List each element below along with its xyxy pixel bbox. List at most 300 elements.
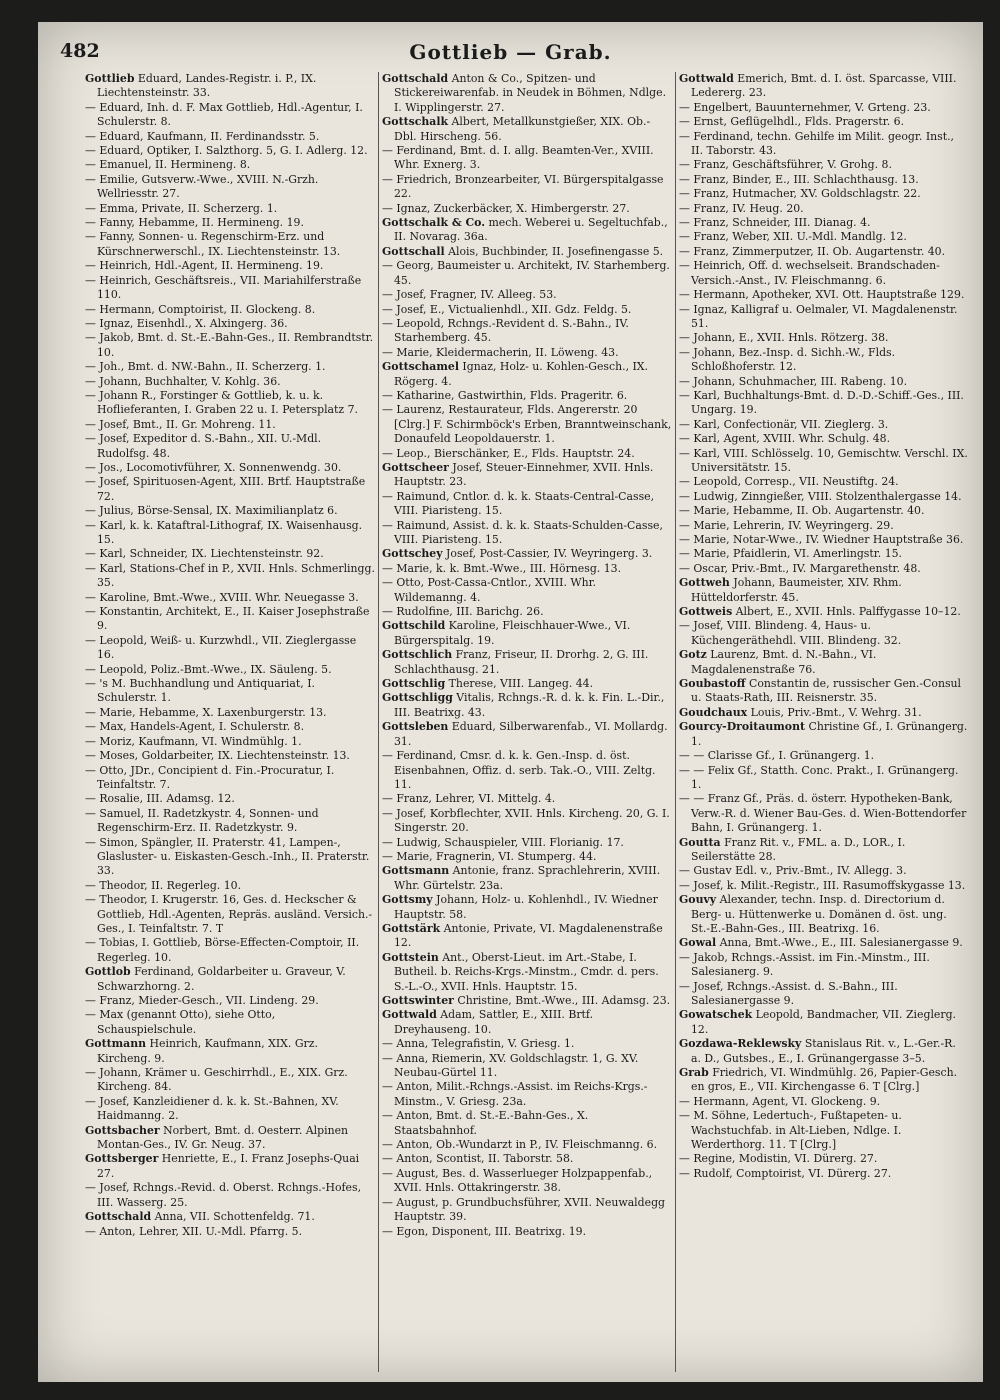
directory-entry bbox=[382, 259, 672, 288]
directory-entry bbox=[679, 1109, 969, 1152]
directory-entry bbox=[85, 720, 375, 734]
directory-entry bbox=[382, 836, 672, 850]
directory-entry bbox=[679, 346, 969, 375]
directory-entry-surname bbox=[382, 461, 672, 490]
directory-entry bbox=[85, 706, 375, 720]
directory-entry bbox=[679, 288, 969, 302]
directory-entry bbox=[679, 245, 969, 259]
directory-entry bbox=[679, 547, 969, 561]
directory-page bbox=[38, 22, 983, 1382]
column-divider bbox=[378, 72, 379, 1372]
entry-surname: Gottsbacher bbox=[85, 1123, 160, 1137]
directory-entry bbox=[85, 677, 375, 706]
entry-text: — Anton, Milit.-Rchngs.-Assist. im Reichs-Krgs.-Minstm., V. Griesg. 23a. bbox=[382, 1080, 648, 1108]
entry-text: — Franz, Zimmerputzer, II. Ob. Augartenstr. 40. bbox=[679, 244, 946, 258]
directory-entry bbox=[679, 187, 969, 201]
directory-entry-surname bbox=[382, 691, 672, 720]
entry-text: — Ferdinand, Cmsr. d. k. k. Gen.-Insp. d. öst. Eisenbahnen, Offiz. d. serb. Tak.-O., VIII. Zeltg. 11. bbox=[382, 749, 656, 791]
entry-text: — Jos., Locomotivführer, X. Sonnenwendg. 30. bbox=[85, 460, 342, 474]
directory-entry bbox=[85, 519, 375, 548]
entry-text: — Johann, E., XVII. Hnls. Rötzerg. 38. bbox=[679, 331, 889, 345]
directory-entry bbox=[85, 303, 375, 317]
directory-entry-surname bbox=[679, 576, 969, 605]
entry-text: — Rudolfine, III. Barichg. 26. bbox=[382, 605, 544, 619]
directory-entry bbox=[679, 879, 969, 893]
entry-text: — Karl, Schneider, IX. Liechtensteinstr. 92. bbox=[85, 547, 324, 561]
entry-text: Eduard, Landes-Registr. i. P., IX. Liechtensteinstr. 33. bbox=[97, 72, 317, 100]
directory-entry bbox=[679, 864, 969, 878]
entry-text: — Josef, Kanzleidiener d. k. k. St.-Bahnen, XV. Haidmanng. 2. bbox=[85, 1094, 339, 1123]
directory-entry-surname bbox=[382, 893, 672, 922]
directory-entry bbox=[679, 519, 969, 533]
entry-text: — Karl, Agent, XVIII. Whr. Schulg. 48. bbox=[679, 432, 891, 446]
directory-entry bbox=[679, 230, 969, 244]
page-header bbox=[38, 40, 983, 70]
entry-text: — Hermann, Comptoirist, II. Glockeng. 8. bbox=[85, 302, 316, 316]
directory-entry-surname bbox=[382, 547, 672, 561]
entry-text: — Emilie, Gutsverw.-Wwe., XVIII. N.-Grzh. Wellriesstr. 27. bbox=[85, 172, 319, 201]
entry-text: — Otto, Post-Cassa-Cntlor., XVIII. Whr. Wildemanng. 4. bbox=[382, 576, 597, 604]
directory-entry bbox=[85, 331, 375, 360]
entry-text: Albert, Metallkunstgießer, XIX. Ob.-Dbl. Hirscheng. 56. bbox=[394, 115, 651, 143]
entry-text: — Joh., Bmt. d. NW.-Bahn., II. Scherzerg. 1. bbox=[85, 360, 326, 374]
entry-text: — Josef, Spirituosen-Agent, XIII. Brtf. Hauptstraße 72. bbox=[85, 475, 366, 503]
entry-text: Heinrich, Kaufmann, XIX. Grz. Kircheng. 9. bbox=[97, 1037, 318, 1065]
directory-entry bbox=[85, 317, 375, 331]
entry-text: — Johann, Buchhalter, V. Kohlg. 36. bbox=[85, 374, 281, 388]
directory-entry bbox=[679, 951, 969, 980]
running-head: Gottlieb — Grab. bbox=[409, 40, 612, 64]
entry-text: — Leop., Bierschänker, E., Flds. Hauptstr. 24. bbox=[382, 446, 635, 460]
directory-entry bbox=[382, 173, 672, 202]
entry-surname: Gottwald bbox=[679, 72, 734, 85]
entry-text: — Max, Handels-Agent, I. Schulerstr. 8. bbox=[85, 720, 305, 734]
entry-text: — Anton, Ob.-Wundarzt in P., IV. Fleischmanng. 6. bbox=[382, 1138, 658, 1152]
directory-entry bbox=[85, 1066, 375, 1095]
directory-entry bbox=[85, 936, 375, 965]
directory-entry-surname bbox=[679, 72, 969, 101]
directory-entry bbox=[679, 216, 969, 230]
directory-entry bbox=[382, 1080, 672, 1109]
directory-entry-surname bbox=[382, 720, 672, 749]
directory-entry bbox=[679, 1095, 969, 1109]
directory-entry bbox=[382, 792, 672, 806]
directory-entry bbox=[679, 792, 969, 835]
entry-text: — Franz, IV. Heug. 20. bbox=[679, 201, 804, 215]
entry-surname: Gottweis bbox=[679, 605, 733, 619]
entry-text: — Heinrich, Geschäftsreis., VII. Mariahilferstraße 110. bbox=[85, 273, 362, 302]
entry-surname: Gowatschek bbox=[679, 1008, 753, 1022]
entry-text: — Oscar, Priv.-Bmt., IV. Margarethenstr. 48. bbox=[679, 561, 921, 575]
directory-entry bbox=[679, 562, 969, 576]
entry-text: — Josef, Rchngs.-Revid. d. Oberst. Rchngs.-Hofes, III. Wasserg. 25. bbox=[85, 1181, 362, 1209]
directory-entry bbox=[85, 101, 375, 130]
entry-text: Christine Gf., I. Grünangerg. 1. bbox=[691, 720, 968, 748]
directory-entry bbox=[679, 475, 969, 489]
entry-surname: Gottsberger bbox=[85, 1152, 159, 1166]
entry-text: — Karl, Stations-Chef in P., XVII. Hnls. Schmerlingg. 35. bbox=[85, 561, 375, 590]
directory-entry-surname bbox=[679, 605, 969, 619]
directory-entry bbox=[679, 259, 969, 288]
directory-entry bbox=[85, 879, 375, 893]
entry-text: — Ernst, Geflügelhdl., Flds. Pragerstr. 6. bbox=[679, 115, 905, 129]
entry-text: — August, Bes. d. Wasserlueger Holzpappenfab., XVII. Hnls. Ottakringerstr. 38. bbox=[382, 1166, 653, 1195]
entry-surname: Gotz bbox=[679, 648, 707, 662]
entry-surname: Goutta bbox=[679, 835, 721, 849]
entry-text: — Gustav Edl. v., Priv.-Bmt., IV. Allegg. 3. bbox=[679, 864, 907, 878]
entry-surname: Gottschild bbox=[382, 619, 446, 633]
directory-entry bbox=[85, 634, 375, 663]
directory-entry bbox=[85, 807, 375, 836]
entry-surname: Gottschalk bbox=[382, 115, 449, 129]
entry-surname: Gottschamel bbox=[382, 360, 459, 374]
entry-text: Eduard, Silberwarenfab., VI. Mollardg. 31. bbox=[394, 720, 668, 748]
directory-entry-surname bbox=[382, 994, 672, 1008]
entry-text: — Karl, Buchhaltungs-Bmt. d. D.-D.-Schiff.-Ges., III. Ungarg. 19. bbox=[679, 388, 964, 417]
directory-entry bbox=[85, 994, 375, 1008]
directory-entry bbox=[85, 173, 375, 202]
directory-entry bbox=[382, 1167, 672, 1196]
entry-text: Louis, Priv.-Bmt., V. Wehrg. 31. bbox=[750, 705, 922, 719]
directory-entry bbox=[382, 749, 672, 792]
entry-text: — — Clarisse Gf., I. Grünangerg. 1. bbox=[679, 749, 875, 763]
entry-text: — Laurenz, Restaurateur, Flds. Angererstr. 20 [Clrg.] F. Schirmböck's Erben, Branntweinschank, Donaufeld Leopoldauerstr. 1. bbox=[382, 403, 672, 446]
entry-surname: Gottstärk bbox=[382, 921, 441, 935]
entry-text: — Marie, Hebamme, X. Laxenburgerstr. 13. bbox=[85, 705, 327, 719]
entry-text: — 's M. Buchhandlung und Antiquariat, I. Schulerstr. 1. bbox=[85, 677, 315, 705]
directory-entry bbox=[679, 418, 969, 432]
entry-text: — Leopold, Corresp., VII. Neustiftg. 24. bbox=[679, 475, 899, 489]
entry-text: — Leopold, Rchngs.-Revident d. S.-Bahn., IV. Starhemberg. 45. bbox=[382, 316, 629, 345]
directory-entry bbox=[382, 1152, 672, 1166]
entry-text: — Raimund, Cntlor. d. k. k. Staats-Central-Casse, VIII. Piaristeng. 15. bbox=[382, 489, 655, 518]
entry-text: — Anna, Telegrafistin, V. Griesg. 1. bbox=[382, 1037, 575, 1051]
directory-entry bbox=[382, 562, 672, 576]
entry-text: — Samuel, II. Radetzkystr. 4, Sonnen- und Regenschirm-Erz. II. Radetzkystr. 9. bbox=[85, 806, 319, 835]
entry-text: — Ignaz, Kalligraf u. Oelmaler, VI. Magdalenenstr. 51. bbox=[679, 302, 958, 330]
entry-text: — Simon, Spängler, II. Praterstr. 41, Lampen-, Glasluster- u. Eiskasten-Gesch.-Inh., II. Praterstr. 33. bbox=[85, 835, 370, 878]
entry-text: — Eduard, Kaufmann, II. Ferdinandsstr. 5. bbox=[85, 129, 320, 143]
entry-text: — Marie, Fragnerin, VI. Stumperg. 44. bbox=[382, 849, 597, 863]
entry-text: — Georg, Baumeister u. Architekt, IV. Starhemberg. 45. bbox=[382, 259, 670, 287]
entry-text: — Rosalie, III. Adamsg. 12. bbox=[85, 792, 235, 806]
directory-entry bbox=[679, 749, 969, 763]
entry-surname: Gozdawa-Reklewsky bbox=[679, 1037, 802, 1051]
directory-entry bbox=[679, 490, 969, 504]
entry-text: Alexander, techn. Insp. d. Directorium d. Berg- u. Hüttenwerke u. Domänen d. öst. ung. St.-E.-Bahn-Ges., III. Beatrixg. 16. bbox=[691, 893, 947, 935]
directory-entry-surname bbox=[382, 922, 672, 951]
directory-entry bbox=[85, 230, 375, 259]
entry-text: — Anton, Bmt. d. St.-E.-Bahn-Ges., X. Staatsbahnhof. bbox=[382, 1109, 589, 1137]
directory-entry bbox=[679, 115, 969, 129]
directory-entry bbox=[679, 619, 969, 648]
directory-entry bbox=[85, 461, 375, 475]
entry-text: — Leopold, Weiß- u. Kurzwhdl., VII. Zieglergasse 16. bbox=[85, 633, 357, 662]
entry-text: — Franz, Hutmacher, XV. Goldschlagstr. 22. bbox=[679, 187, 921, 201]
entry-text: — Heinrich, Off. d. wechselseit. Brandschaden-Versich.-Anst., IV. Fleischmanng. 6. bbox=[679, 259, 940, 287]
column-3 bbox=[679, 72, 971, 1372]
directory-entry-surname bbox=[382, 72, 672, 115]
entry-text: — Marie, Kleidermacherin, II. Löweng. 43. bbox=[382, 345, 619, 359]
entry-text: — Anton, Lehrer, XII. U.-Mdl. Pfarrg. 5. bbox=[85, 1224, 303, 1238]
entry-text: — August, p. Grundbuchsführer, XVII. Neuwaldegg Hauptstr. 39. bbox=[382, 1195, 666, 1224]
directory-entry bbox=[679, 1152, 969, 1166]
directory-entry bbox=[85, 792, 375, 806]
entry-text: — Franz, Mieder-Gesch., VII. Lindeng. 29. bbox=[85, 994, 319, 1007]
entry-text: — Johann, Bez.-Insp. d. Sichh.-W., Flds. Schloßhoferstr. 12. bbox=[679, 345, 896, 374]
entry-text: Antonie, Private, VI. Magdalenenstraße 12. bbox=[394, 921, 663, 950]
entry-text: — Franz, Weber, XII. U.-Mdl. Mandlg. 12. bbox=[679, 230, 907, 244]
entry-text: Ant., Oberst-Lieut. im Art.-Stabe, I. Butheil. b. Reichs-Krgs.-Minstm., Cmdr. d. pers. S.-L.-O., XVII. Hnls. Hauptstr. 15. bbox=[394, 950, 659, 993]
directory-entry bbox=[85, 764, 375, 793]
entry-text: — Rudolf, Comptoirist, VI. Dürerg. 27. bbox=[679, 1166, 892, 1180]
directory-entry bbox=[85, 1225, 375, 1239]
directory-entry-surname bbox=[679, 720, 969, 749]
entry-text: — Hermann, Agent, VI. Glockeng. 9. bbox=[679, 1094, 881, 1108]
entry-text: — Egon, Disponent, III. Beatrixg. 19. bbox=[382, 1224, 587, 1238]
entry-text: Christine, Bmt.-Wwe., III. Adamsg. 23. bbox=[457, 994, 671, 1007]
directory-entry bbox=[85, 893, 375, 936]
directory-entry bbox=[679, 764, 969, 793]
entry-text: — Marie, Pfaidlerin, VI. Amerlingstr. 15. bbox=[679, 547, 903, 561]
entry-text: — Marie, Lehrerin, IV. Weyringerg. 29. bbox=[679, 518, 894, 532]
entry-surname: Gouvy bbox=[679, 893, 717, 907]
entry-surname: Gottmann bbox=[85, 1037, 147, 1051]
entry-text: Josef, Post-Cassier, IV. Weyringerg. 3. bbox=[446, 547, 653, 561]
directory-entry bbox=[85, 259, 375, 273]
directory-entry bbox=[85, 1181, 375, 1210]
entry-text: Constantin de, russischer Gen.-Consul u. Staats-Rath, III. Reisnerstr. 35. bbox=[691, 677, 962, 705]
entry-text: — Josef, Fragner, IV. Alleeg. 53. bbox=[382, 288, 557, 302]
entry-text: — Anna, Riemerin, XV. Goldschlagstr. 1, G. XV. Neubau-Gürtel 11. bbox=[382, 1051, 639, 1080]
directory-entry bbox=[382, 576, 672, 605]
entry-surname: Grab bbox=[679, 1066, 709, 1080]
directory-entry-surname bbox=[679, 706, 969, 720]
directory-entry bbox=[85, 360, 375, 374]
entry-text: Laurenz, Bmt. d. N.-Bahn., VI. Magdalenenstraße 76. bbox=[691, 648, 877, 676]
entry-text: — Josef, E., Victualienhdl., XII. Gdz. Feldg. 5. bbox=[382, 302, 632, 316]
directory-entry bbox=[679, 173, 969, 187]
entry-surname: Gottschald bbox=[85, 1210, 152, 1224]
directory-entry-surname bbox=[679, 1066, 969, 1095]
directory-entry bbox=[679, 331, 969, 345]
directory-entry bbox=[85, 375, 375, 389]
directory-entry bbox=[382, 317, 672, 346]
directory-entry bbox=[382, 605, 672, 619]
entry-text: — Emanuel, II. Hermineng. 8. bbox=[85, 158, 251, 172]
entry-text: Vitalis, Rchngs.-R. d. k. k. Fin. L.-Dir., III. Beatrixg. 43. bbox=[394, 691, 665, 719]
entry-surname: Gottschall bbox=[382, 244, 445, 258]
entry-surname: Gottschalk & Co. bbox=[382, 216, 485, 230]
directory-entry bbox=[85, 735, 375, 749]
entry-text: — Engelbert, Bauunternehmer, V. Grteng. 23. bbox=[679, 100, 931, 114]
entry-text: — Johann R., Forstinger & Gottlieb, k. u. k. Hoflieferanten, I. Graben 22 u. I. Petersplatz 7. bbox=[85, 388, 359, 417]
directory-entry-surname bbox=[382, 245, 672, 259]
directory-entry-surname bbox=[679, 836, 969, 865]
directory-entry bbox=[85, 749, 375, 763]
entry-text: Josef, Steuer-Einnehmer, XVII. Hnls. Hauptstr. 23. bbox=[394, 460, 654, 489]
entry-text: — Ferdinand, techn. Gehilfe im Milit. geogr. Inst., II. Taborstr. 43. bbox=[679, 129, 955, 158]
directory-entry bbox=[85, 475, 375, 504]
entry-surname: Goubastoff bbox=[679, 677, 746, 691]
directory-entry bbox=[85, 130, 375, 144]
directory-entry bbox=[85, 663, 375, 677]
entry-surname: Gottschlich bbox=[382, 648, 453, 662]
entry-text: — Ludwig, Zinngießer, VIII. Stolzenthalergasse 14. bbox=[679, 489, 962, 503]
entry-text: — Konstantin, Architekt, E., II. Kaiser Josephstraße 9. bbox=[85, 605, 370, 633]
directory-entry bbox=[382, 389, 672, 403]
column-divider bbox=[675, 72, 676, 1372]
entry-text: Therese, VIII. Langeg. 44. bbox=[448, 677, 594, 691]
directory-entry bbox=[85, 1095, 375, 1124]
entry-text: — Ignaz, Zuckerbäcker, X. Himbergerstr. 27. bbox=[382, 201, 630, 215]
directory-entry bbox=[85, 432, 375, 461]
entry-text: — Theodor, I. Krugerstr. 16, Ges. d. Heckscher & Gottlieb, Hdl.-Agenten, Repräs. ausländ. Versich.-Ges., I. Teinfaltstr. 7. T bbox=[85, 893, 373, 935]
directory-entry-surname bbox=[85, 1210, 375, 1224]
entry-text: — Franz, Schneider, III. Dianag. 4. bbox=[679, 216, 871, 230]
directory-columns bbox=[85, 72, 975, 1372]
entry-text: — Franz, Lehrer, VI. Mittelg. 4. bbox=[382, 792, 556, 806]
entry-text: — Josef, VIII. Blindeng. 4, Haus- u. Küchengeräthehdl. VIII. Blindeng. 32. bbox=[679, 619, 902, 647]
entry-text: — Moses, Goldarbeiter, IX. Liechtensteinstr. 13. bbox=[85, 749, 350, 763]
directory-entry bbox=[382, 1225, 672, 1239]
directory-entry bbox=[85, 144, 375, 158]
entry-text: — — Felix Gf., Statth. Conc. Prakt., I. Grünangerg. 1. bbox=[679, 763, 959, 791]
entry-text: — Josef, Expeditor d. S.-Bahn., XII. U.-Mdl. Rudolfsg. 48. bbox=[85, 432, 322, 460]
entry-text: Anna, VII. Schottenfeldg. 71. bbox=[154, 1210, 315, 1224]
column-1 bbox=[85, 72, 377, 1372]
directory-entry bbox=[85, 562, 375, 591]
entry-text: — Karl, k. k. Kataftral-Lithograf, IX. Waisenhausg. 15. bbox=[85, 518, 363, 546]
entry-text: — M. Söhne, Ledertuch-, Fußtapeten- u. Wachstuchfab. in Alt-Lieben, Ndlge. I. Werderthorg. 11. T [Clrg.] bbox=[679, 1109, 902, 1152]
entry-surname: Gottswinter bbox=[382, 994, 454, 1007]
entry-surname: Gottlieb bbox=[85, 72, 135, 85]
entry-surname: Gottweh bbox=[679, 576, 730, 590]
directory-entry bbox=[382, 144, 672, 173]
directory-entry-surname bbox=[382, 864, 672, 893]
directory-entry bbox=[382, 288, 672, 302]
entry-text: Albert, E., XVII. Hnls. Palffygasse 10–12. bbox=[735, 605, 961, 619]
entry-text: Franz Rit. v., FML. a. D., LOR., I. Seilerstätte 28. bbox=[691, 835, 906, 863]
entry-text: — Eduard, Optiker, I. Salzthorg. 5, G. I. Adlerg. 12. bbox=[85, 144, 368, 158]
entry-surname: Gottschey bbox=[382, 547, 443, 561]
entry-text: — Karoline, Bmt.-Wwe., XVIII. Whr. Neuegasse 3. bbox=[85, 590, 359, 604]
entry-text: — Emma, Private, II. Scherzerg. 1. bbox=[85, 201, 278, 215]
directory-entry-surname bbox=[382, 619, 672, 648]
directory-entry-surname bbox=[85, 1037, 375, 1066]
directory-entry bbox=[679, 980, 969, 1009]
directory-entry-surname bbox=[382, 115, 672, 144]
directory-entry bbox=[382, 346, 672, 360]
directory-entry bbox=[382, 202, 672, 216]
entry-text: Stanislaus Rit. v., L.-Ger.-R. a. D., Gutsbes., E., I. Grünangergasse 3–5. bbox=[691, 1037, 956, 1065]
directory-entry bbox=[85, 836, 375, 879]
directory-entry-surname bbox=[85, 965, 375, 994]
directory-entry bbox=[85, 605, 375, 634]
directory-entry bbox=[382, 447, 672, 461]
entry-text: — Katharine, Gastwirthin, Flds. Prageritr. 6. bbox=[382, 388, 628, 402]
directory-entry bbox=[679, 158, 969, 172]
entry-surname: Gottsmann bbox=[382, 864, 450, 878]
directory-entry bbox=[679, 375, 969, 389]
entry-text: Anton & Co., Spitzen- und Stickereiwarenfab. in Neudek in Böhmen, Ndlge. I. Wipplingerstr. 27. bbox=[394, 72, 667, 114]
directory-entry bbox=[679, 303, 969, 332]
directory-entry bbox=[85, 504, 375, 518]
entry-text: — Moriz, Kaufmann, VI. Windmühlg. 1. bbox=[85, 734, 302, 748]
entry-text: — Marie, Hebamme, II. Ob. Augartenstr. 40. bbox=[679, 504, 925, 518]
directory-entry bbox=[679, 202, 969, 216]
entry-text: — Heinrich, Hdl.-Agent, II. Hermineng. 19. bbox=[85, 259, 324, 273]
entry-text: — Josef, Bmt., II. Gr. Mohreng. 11. bbox=[85, 417, 276, 431]
entry-text: — Otto, JDr., Concipient d. Fin.-Procuratur, I. Teinfaltstr. 7. bbox=[85, 763, 335, 791]
entry-text: — Tobias, I. Gottlieb, Börse-Effecten-Comptoir, II. Regerleg. 10. bbox=[85, 936, 360, 964]
directory-entry bbox=[382, 403, 672, 446]
entry-surname: Goudchaux bbox=[679, 705, 748, 719]
entry-text: Johann, Baumeister, XIV. Rhm. Hütteldorferstr. 45. bbox=[691, 576, 902, 604]
entry-text: — Karl, Confectionär, VII. Zieglerg. 3. bbox=[679, 417, 889, 431]
directory-entry bbox=[85, 1008, 375, 1037]
entry-text: Adam, Sattler, E., XIII. Brtf. Dreyhauseng. 10. bbox=[394, 1008, 594, 1036]
entry-text: Karoline, Fleischhauer-Wwe., VI. Bürgerspitalg. 19. bbox=[394, 619, 631, 647]
page-number: 482 bbox=[60, 40, 100, 62]
entry-text: Henriette, E., I. Franz Josephs-Quai 27. bbox=[97, 1152, 360, 1180]
entry-text: — Johann, Krämer u. Geschirrhdl., E., XIX. Grz. Kircheng. 84. bbox=[85, 1066, 348, 1094]
column-2 bbox=[382, 72, 674, 1372]
entry-text: — Josef, Rchngs.-Assist. d. S.-Bahn., III. Salesianergasse 9. bbox=[679, 979, 898, 1007]
directory-entry bbox=[382, 1052, 672, 1081]
entry-text: — Raimund, Assist. d. k. k. Staats-Schulden-Casse, VIII. Piaristeng. 15. bbox=[382, 518, 663, 546]
entry-text: — Ignaz, Eisenhdl., X. Alxingerg. 36. bbox=[85, 316, 288, 330]
directory-entry-surname bbox=[85, 1152, 375, 1181]
directory-entry bbox=[679, 447, 969, 476]
directory-entry-surname bbox=[85, 72, 375, 101]
entry-text: Leopold, Bandmacher, VII. Zieglerg. 12. bbox=[691, 1008, 957, 1036]
directory-entry-surname bbox=[85, 1124, 375, 1153]
entry-text: Ferdinand, Goldarbeiter u. Graveur, V. Schwarzhorng. 2. bbox=[97, 965, 346, 993]
directory-entry bbox=[679, 533, 969, 547]
entry-surname: Gottwald bbox=[382, 1008, 437, 1022]
directory-entry-surname bbox=[679, 893, 969, 936]
entry-text: — Julius, Börse-Sensal, IX. Maximilianplatz 6. bbox=[85, 504, 338, 518]
entry-text: — — Franz Gf., Präs. d. österr. Hypotheken-Bank, Verw.-R. d. Wiener Bau-Ges. d. Wien-Bottendorfer Bahn, I. Grünangerg. 1. bbox=[679, 792, 967, 835]
entry-surname: Gottschlig bbox=[382, 677, 446, 691]
directory-entry bbox=[85, 274, 375, 303]
directory-entry bbox=[382, 1109, 672, 1138]
directory-entry bbox=[382, 1037, 672, 1051]
directory-entry bbox=[382, 519, 672, 548]
entry-text: — Hermann, Apotheker, XVI. Ott. Hauptstraße 129. bbox=[679, 288, 965, 302]
entry-text: — Jakob, Rchngs.-Assist. im Fin.-Minstm., III. Salesianerg. 9. bbox=[679, 950, 930, 979]
entry-text: Ignaz, Holz- u. Kohlen-Gesch., IX. Rögerg. 4. bbox=[394, 360, 649, 388]
entry-surname: Gottlob bbox=[85, 965, 131, 979]
entry-text: — Friedrich, Bronzearbeiter, VI. Bürgerspitalgasse 22. bbox=[382, 172, 664, 201]
directory-entry bbox=[85, 216, 375, 230]
entry-text: — Karl, VIII. Schlösselg. 10, Gemischtw. Verschl. IX. Universitätstr. 15. bbox=[679, 446, 968, 474]
directory-entry bbox=[679, 389, 969, 418]
entry-text: — Johann, Schuhmacher, III. Rabeng. 10. bbox=[679, 374, 908, 388]
entry-text: — Max (genannt Otto), siehe Otto, Schauspielschule. bbox=[85, 1008, 276, 1036]
entry-text: — Leopold, Poliz.-Bmt.-Wwe., IX. Säuleng. 5. bbox=[85, 662, 332, 676]
entry-text: — Josef, Korbflechter, XVII. Hnls. Kircheng. 20, G. I. Singerstr. 20. bbox=[382, 806, 670, 835]
directory-entry-surname bbox=[382, 951, 672, 994]
directory-entry-surname bbox=[382, 1008, 672, 1037]
entry-text: — Josef, k. Milit.-Registr., III. Rasumoffskygasse 13. bbox=[679, 878, 966, 892]
directory-entry-surname bbox=[679, 1037, 969, 1066]
entry-surname: Gottscheer bbox=[382, 460, 449, 474]
directory-entry bbox=[382, 807, 672, 836]
directory-entry bbox=[679, 130, 969, 159]
directory-entry-surname bbox=[679, 936, 969, 950]
